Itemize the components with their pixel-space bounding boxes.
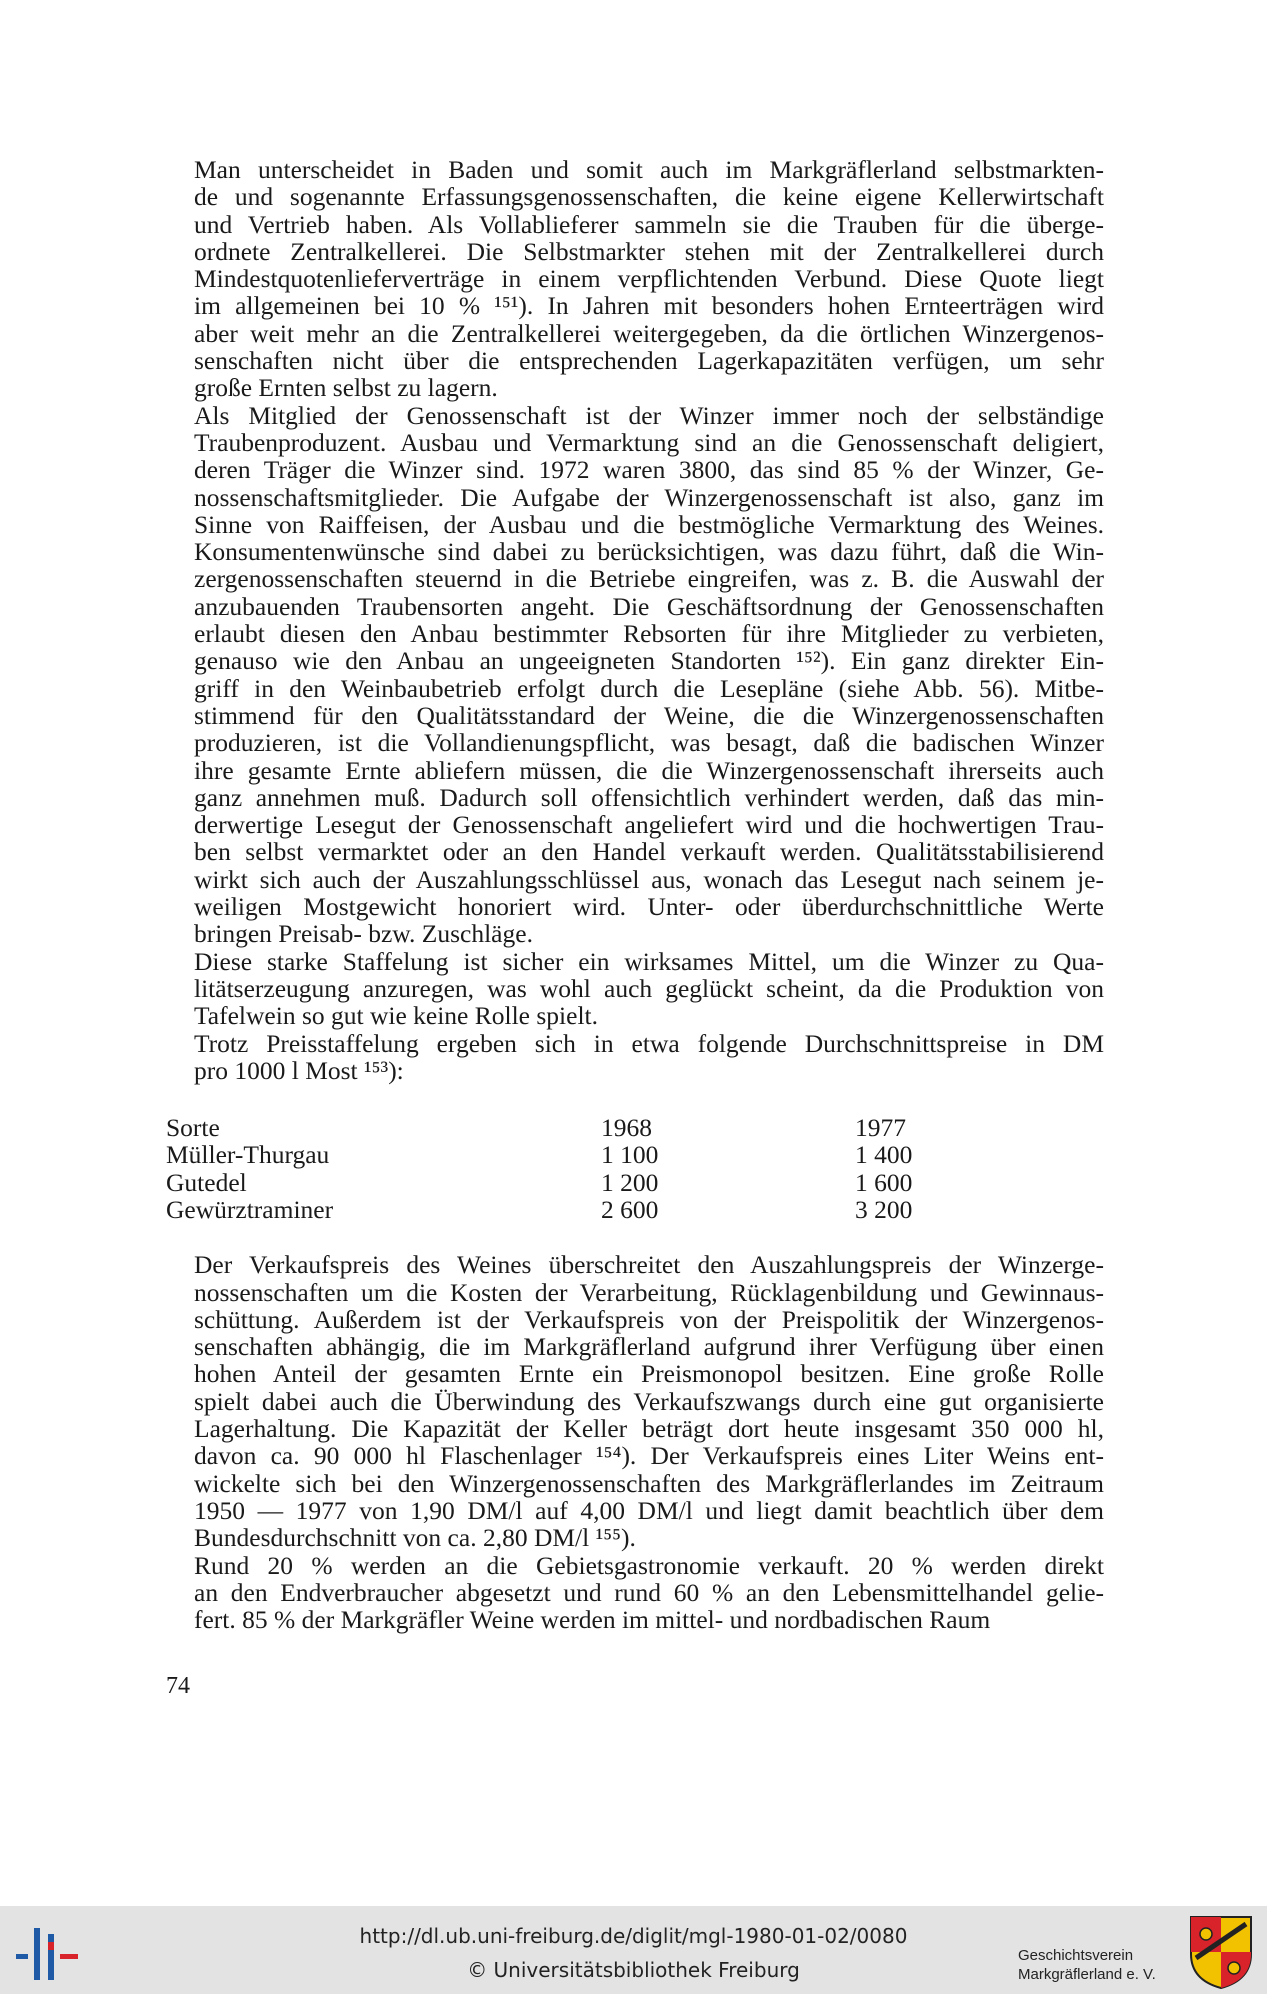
text-line: litätserzeugung anzuregen, was wohl auch geglückt scheint, da die Produktion von xyxy=(194,973,1104,1003)
paragraphs-after-table xyxy=(166,1251,1104,1633)
table-cell: Sorte xyxy=(166,1113,220,1143)
text-line: Konsumentenwünsche sind dabei zu berücksichtigen, was dazu führt, daß die Win- xyxy=(194,537,1104,567)
text-line: aber weit mehr an die Zentralkellerei weitergegeben, da die örtlichen Winzergenos- xyxy=(194,318,1104,348)
table-row xyxy=(166,1141,1055,1168)
table-cell: 1977 xyxy=(855,1113,906,1143)
text-line: Tafelwein so gut wie keine Rolle spielt. xyxy=(194,1001,598,1031)
text-line: erlaubt diesen den Anbau bestimmter Rebsorten für ihre Mitglieder zu verbieten, xyxy=(194,619,1104,649)
footer-url[interactable]: http://dl.ub.uni-freiburg.de/diglit/mgl-1980-01-02/0080 xyxy=(359,1924,908,1948)
table-row xyxy=(166,1196,1055,1223)
text-line: Lagerhaltung. Die Kapazität der Keller beträgt dort heute insgesamt 350 000 hl, xyxy=(194,1414,1104,1444)
table-cell: Gewürztraminer xyxy=(166,1194,334,1224)
table-cell: 1 100 xyxy=(601,1140,659,1170)
text-line: im allgemeinen bei 10 % ¹⁵¹). In Jahren mit besonders hohen Ernteerträgen wird xyxy=(194,291,1104,321)
text-line: senschaften nicht über die entsprechenden Lagerkapazitäten verfügen, um sehr xyxy=(194,346,1104,376)
paragraph xyxy=(166,1030,1104,1085)
text-line: griff in den Weinbaubetrieb erfolgt durch die Lesepläne (siehe Abb. 56). Mitbe- xyxy=(194,673,1104,703)
text-line: Bundesdurchschnitt von ca. 2,80 DM/l ¹⁵⁵). xyxy=(194,1523,636,1553)
table-cell: 2 600 xyxy=(601,1194,659,1224)
text-line: anzubauenden Traubensorten angeht. Die Geschäftsordnung der Genossenschaften xyxy=(194,591,1104,621)
text-line: bringen Preisab- bzw. Zuschläge. xyxy=(194,919,533,949)
text-line: ihre gesamte Ernte abliefern müssen, die die Winzergenossenschaft ihrerseits auch xyxy=(194,755,1104,785)
society-line-2: Markgräflerland e. V. xyxy=(1018,1966,1156,1983)
text-line: fert. 85 % der Markgräfler Weine werden im mittel- und nordbadischen Raum xyxy=(194,1605,991,1635)
text-line: Rund 20 % werden an die Gebietsgastronomie verkauft. 20 % werden direkt xyxy=(194,1550,1104,1580)
table-cell: 1968 xyxy=(601,1113,652,1143)
text-line: de und sogenannte Erfassungsgenossenschaften, die keine eigene Kellerwirtschaft xyxy=(194,182,1104,212)
text-line: hohen Anteil der gesamten Ernte ein Preismonopol besitzen. Eine große Rolle xyxy=(194,1359,1104,1389)
footer-copyright: © Universitätsbibliothek Freiburg xyxy=(467,1958,800,1982)
text-line: 1950 — 1977 von 1,90 DM/l auf 4,00 DM/l und liegt damit beachtlich über dem xyxy=(194,1495,1104,1525)
text-line: spielt dabei auch die Überwindung des Verkaufszwangs durch eine gut organisierte xyxy=(194,1386,1104,1416)
society-line-1: Geschichtsverein xyxy=(1018,1947,1134,1964)
paragraphs-before-table xyxy=(166,156,1104,1084)
text-line: an den Endverbraucher abgesetzt und rund 60 % an den Lebensmittelhandel gelie- xyxy=(194,1577,1104,1607)
text-line: ben selbst vermarktet oder an den Handel verkauft werden. Qualitätsstabilisierend xyxy=(194,837,1104,867)
text-line: Als Mitglied der Genossenschaft ist der Winzer immer noch der selbständige xyxy=(194,400,1104,430)
text-line: wickelte sich bei den Winzergenossenschaften des Markgräflerlandes im Zeitraum xyxy=(194,1468,1104,1498)
text-line: Der Verkaufspreis des Weines überschreitet den Auszahlungspreis der Winzerge- xyxy=(194,1250,1104,1280)
text-line: nossenschaftsmitglieder. Die Aufgabe der Winzergenossenschaft ist also, ganz im xyxy=(194,482,1104,512)
table-header-row xyxy=(166,1114,1055,1141)
text-line: zergenossenschaften steuernd in die Betriebe eingreifen, was z. B. die Auswahl der xyxy=(194,564,1104,594)
table-cell: 3 200 xyxy=(855,1194,913,1224)
society-name xyxy=(1018,1946,1156,1984)
text-line: ganz annehmen muß. Dadurch soll offensichtlich verhindert werden, daß das min- xyxy=(194,782,1104,812)
table-cell: 1 600 xyxy=(855,1167,913,1197)
coat-of-arms-icon xyxy=(1188,1914,1254,1990)
text-line: nossenschaften um die Kosten der Verarbeitung, Rücklagenbildung und Gewinnaus- xyxy=(194,1277,1104,1307)
table-cell: 1 400 xyxy=(855,1140,913,1170)
table-cell: 1 200 xyxy=(601,1167,659,1197)
text-line: davon ca. 90 000 hl Flaschenlager ¹⁵⁴). Der Verkaufspreis eines Liter Weins ent- xyxy=(194,1441,1104,1471)
paragraph xyxy=(166,1251,1104,1551)
text-line: Sinne von Raiffeisen, der Ausbau und die bestmögliche Vermarktung des Weines. xyxy=(194,509,1104,539)
text-line: Man unterscheidet in Baden und somit auch im Markgräflerland selbstmarkten- xyxy=(194,155,1104,184)
text-line: derwertige Lesegut der Genossenschaft angeliefert wird und die hochwertigen Trau- xyxy=(194,810,1104,840)
table-cell: Gutedel xyxy=(166,1167,247,1197)
paragraph xyxy=(166,156,1104,402)
text-line: schüttung. Außerdem ist der Verkaufspreis von der Preispolitik der Winzergenos- xyxy=(194,1304,1104,1334)
price-table xyxy=(166,1114,1055,1223)
text-line: deren Träger die Winzer sind. 1972 waren 3800, das sind 85 % der Winzer, Ge- xyxy=(194,455,1104,485)
footer-bar xyxy=(0,1906,1267,1994)
text-line: ordnete Zentralkellerei. Die Selbstmarkter stehen mit der Zentralkellerei durch xyxy=(194,236,1104,266)
text-line: wirkt sich auch der Auszahlungsschlüssel aus, wonach das Lesegut nach seinem je- xyxy=(194,864,1104,894)
paragraph xyxy=(166,948,1104,1030)
page-number: 74 xyxy=(166,1673,190,1699)
paragraph xyxy=(166,1552,1104,1634)
page-body xyxy=(166,156,1104,1633)
text-line: Diese starke Staffelung ist sicher ein wirksames Mittel, um die Winzer zu Qua- xyxy=(194,946,1104,976)
text-line: stimmend für den Qualitätsstandard der Weine, die die Winzergenossenschaften xyxy=(194,700,1104,730)
text-line: genauso wie den Anbau an ungeeigneten Standorten ¹⁵²). Ein ganz direkter Ein- xyxy=(194,646,1104,676)
text-line: Mindestquotenlieferverträge in einem verpflichtenden Verbund. Diese Quote liegt xyxy=(194,264,1104,294)
text-line: große Ernten selbst zu lagern. xyxy=(194,373,498,403)
table-row xyxy=(166,1169,1055,1196)
paragraph xyxy=(166,402,1104,948)
table-cell: Müller-Thurgau xyxy=(166,1140,330,1170)
text-line: weiligen Mostgewicht honoriert wird. Unter- oder überdurchschnittliche Werte xyxy=(194,892,1104,922)
text-line: senschaften abhängig, die im Markgräflerland aufgrund ihrer Verfügung über einen xyxy=(194,1332,1104,1362)
text-line: und Vertrieb haben. Als Vollablieferer sammeln sie die Trauben für die überge- xyxy=(194,209,1104,239)
text-line: Traubenproduzent. Ausbau und Vermarktung sind an die Genossenschaft deligiert, xyxy=(194,427,1104,457)
text-line: Trotz Preisstaffelung ergeben sich in etwa folgende Durchschnittspreise in DM xyxy=(194,1028,1104,1058)
text-line: produzieren, ist die Vollandienungspflicht, was besagt, daß die badischen Winzer xyxy=(194,728,1104,758)
text-line: pro 1000 l Most ¹⁵³): xyxy=(194,1055,404,1085)
